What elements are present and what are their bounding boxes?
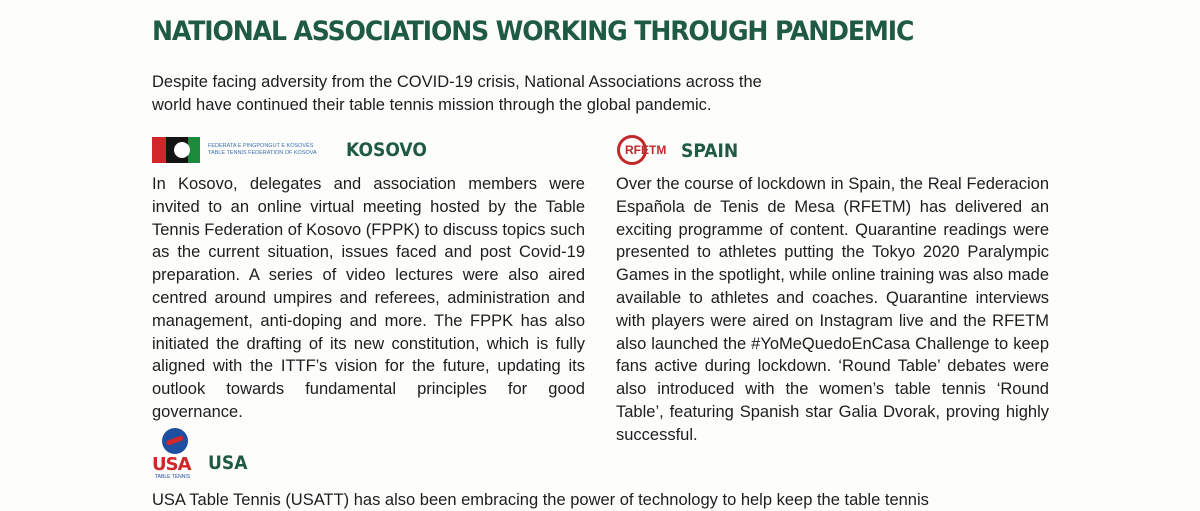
- kosovo-flag-icon: [152, 137, 200, 163]
- intro-paragraph: [152, 71, 852, 117]
- page-title: NATIONAL ASSOCIATIONS WORKING THROUGH PANDEMIC: [152, 16, 914, 47]
- kosovo-body: In Kosovo, delegates and association members were invited to an online virtual meeting hosted by the Table Tennis Federation of Kosovo (FPPK) to discuss topics such as the current situation, issues faced and post Covid-19 preparation. A series of video lectures were also aired centred around umpires and referees, administration and management, anti-doping and more. The FPPK has also initiated the drafting of its new constitution, which is fully aligned with the ITTF’s vision for the future, updating its outlook towards fundamental principles for good governance.: [152, 175, 585, 421]
- usa-heading: USA: [208, 452, 248, 474]
- usa-body: USA Table Tennis (USATT) has also been embracing the power of technology to help keep the table tennis: [152, 491, 929, 509]
- kosovo-heading: KOSOVO: [346, 139, 427, 161]
- rfetm-logo-icon: RFETM: [615, 133, 669, 169]
- usa-header: [152, 428, 252, 480]
- spain-header: [615, 133, 745, 169]
- intro-line: world have continued their table tennis mission through the global pandemic.: [152, 96, 712, 114]
- kosovo-federation-logo-text: FEDERATA E PINGPONGUT E KOSOVËS TABLE TENNIS FEDERATION OF KOSOVA: [208, 143, 317, 156]
- spain-body: Over the course of lockdown in Spain, the Real Federacion Española de Tenis de Mesa (RFETM) has delivered an exciting programme of content. Quarantine readings were presented to athletes putting the Tokyo 2020 Paralympic Games in the spotlight, while online training was also made available to athletes and coaches. Quarantine interviews with players were aired on Instagram live and the RFETM also launched the #YoMeQuedoEnCasa Challenge to keep fans active during lockdown. ‘Round Table’ debates were also introduced with the women’s table tennis ‘Round Table’, featuring Spanish star Galia Dvorak, proving highly successful.: [616, 175, 1049, 444]
- intro-line: Despite facing adversity from the COVID-19 crisis, National Associations across the: [152, 73, 762, 91]
- spain-heading: SPAIN: [681, 140, 739, 162]
- kosovo-header: [152, 137, 436, 163]
- usa-table-tennis-logo-icon: USA TABLE TENNIS: [152, 428, 200, 480]
